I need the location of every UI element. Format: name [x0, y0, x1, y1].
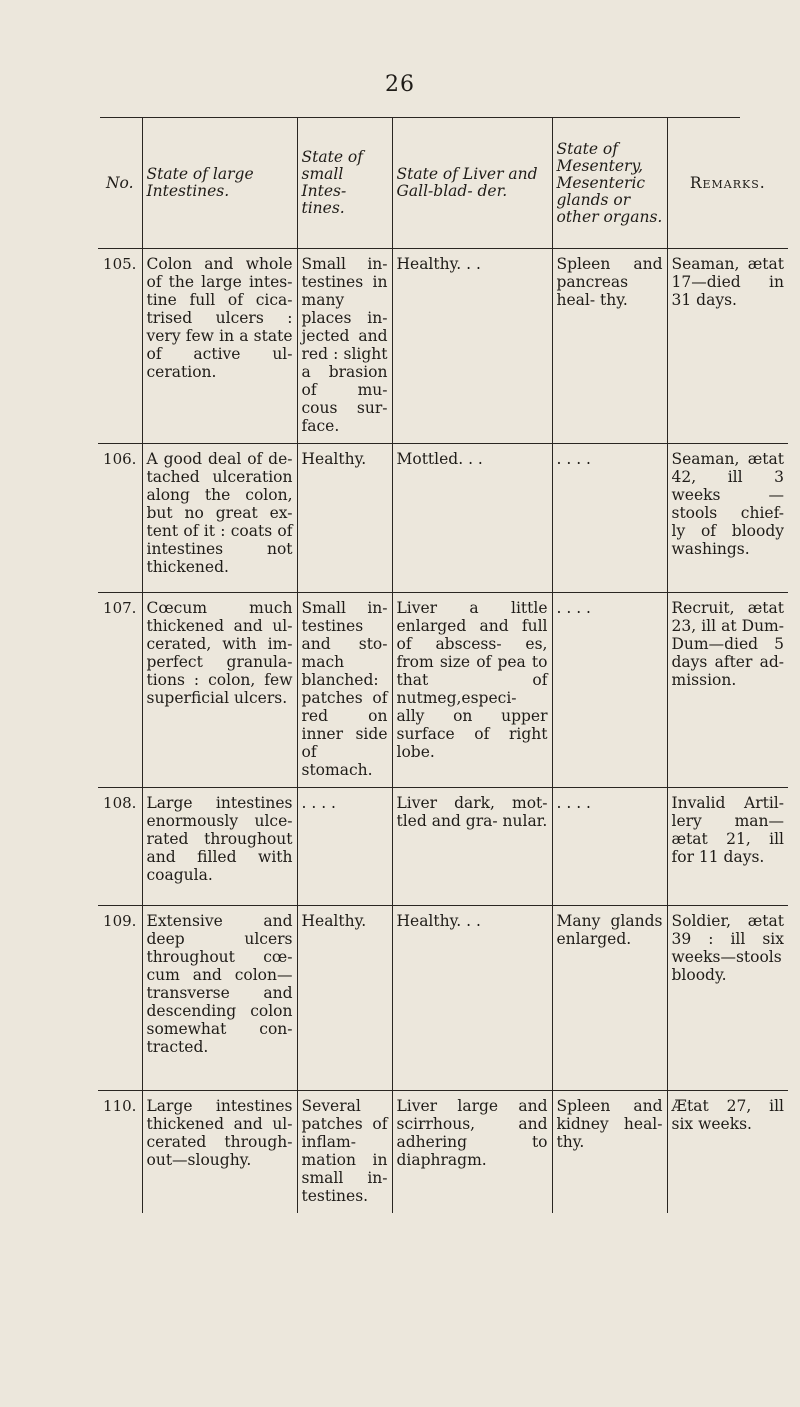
remarks-cell: Seaman, ætat 17—died in 31 days.: [667, 249, 788, 444]
remarks-cell: Ætat 27, ill six weeks.: [667, 1091, 788, 1214]
remarks-cell: Invalid Artil- lery man— ætat 21, ill for 11 days.: [667, 788, 788, 906]
small-intestines-cell: Small in- testines and sto- mach blanched: patches of red on inner side of stomach.: [297, 593, 392, 788]
liver-cell: Healthy. . .: [392, 249, 552, 444]
mesentery-cell: . . . .: [552, 788, 667, 906]
small-intestines-cell: Healthy.: [297, 906, 392, 1091]
small-intestines-cell: Healthy.: [297, 444, 392, 593]
large-intestines-cell: Colon and whole of the large intes- tine full of cica- trised ulcers : very few in a state of active ul- ceration.: [142, 249, 297, 444]
liver-cell: Liver a little enlarged and full of abscess- es, from size of pea to that of nutmeg,especi- ally on upper surface of right lobe.: [392, 593, 552, 788]
liver-cell: Mottled. . .: [392, 444, 552, 593]
remarks-cell: Soldier, ætat 39 : ill six weeks—stools bloody.: [667, 906, 788, 1091]
small-intestines-cell: Several patches of inflam- mation in small in- testines.: [297, 1091, 392, 1214]
header-row: [98, 118, 788, 249]
row-number: 107.: [98, 593, 142, 788]
liver-cell: Liver dark, mot- tled and gra- nular.: [392, 788, 552, 906]
autopsy-table: [98, 118, 788, 1213]
liver-cell: Liver large and scirrhous, and adhering to diaphragm.: [392, 1091, 552, 1214]
table-row: [98, 249, 788, 444]
large-intestines-cell: Extensive and deep ulcers throughout cœ- cum and colon— transverse and descending colon somewhat con- tracted.: [142, 906, 297, 1091]
header-no: No.: [105, 173, 134, 192]
mesentery-cell: . . . .: [552, 444, 667, 593]
remarks-cell: Recruit, ætat 23, ill at Dum- Dum—died 5 days after ad- mission.: [667, 593, 788, 788]
header-large-intestines: State of large Intestines.: [142, 118, 297, 249]
page-number: 26: [385, 72, 415, 97]
header-remarks: Remarks.: [667, 118, 788, 249]
table-row: [98, 1091, 788, 1214]
liver-cell: Healthy. . .: [392, 906, 552, 1091]
mesentery-cell: Spleen and kidney heal- thy.: [552, 1091, 667, 1214]
mesentery-cell: Many glands enlarged.: [552, 906, 667, 1091]
row-number: 109.: [98, 906, 142, 1091]
small-intestines-cell: . . . .: [297, 788, 392, 906]
row-number: 106.: [98, 444, 142, 593]
large-intestines-cell: Cœcum much thickened and ul- cerated, with im- perfect granula- tions : colon, few superficial ulcers.: [142, 593, 297, 788]
row-number: 105.: [98, 249, 142, 444]
large-intestines-cell: Large intestines enormously ulce- rated throughout and filled with coagula.: [142, 788, 297, 906]
mesentery-cell: Spleen and pancreas heal- thy.: [552, 249, 667, 444]
header-mesentery: State of Mesentery, Mesenteric glands or other organs.: [552, 118, 667, 249]
table-row: [98, 788, 788, 906]
table-row: [98, 444, 788, 593]
large-intestines-cell: Large intestines thickened and ul- cerated through- out—sloughy.: [142, 1091, 297, 1214]
header-liver: State of Liver and Gall-blad- der.: [392, 118, 552, 249]
row-number: 110.: [98, 1091, 142, 1214]
table-row: [98, 593, 788, 788]
row-number: 108.: [98, 788, 142, 906]
header-small-intestines: State of small Intes- tines.: [297, 118, 392, 249]
large-intestines-cell: A good deal of de- tached ulceration along the colon, but no great ex- tent of it : coats of intestines not thickened.: [142, 444, 297, 593]
small-intestines-cell: Small in- testines in many places in- jected and red : slight a brasion of mu- cous sur- face.: [297, 249, 392, 444]
mesentery-cell: . . . .: [552, 593, 667, 788]
table-row: [98, 906, 788, 1091]
remarks-cell: Seaman, ætat 42, ill 3 weeks —stools chief- ly of bloody washings.: [667, 444, 788, 593]
